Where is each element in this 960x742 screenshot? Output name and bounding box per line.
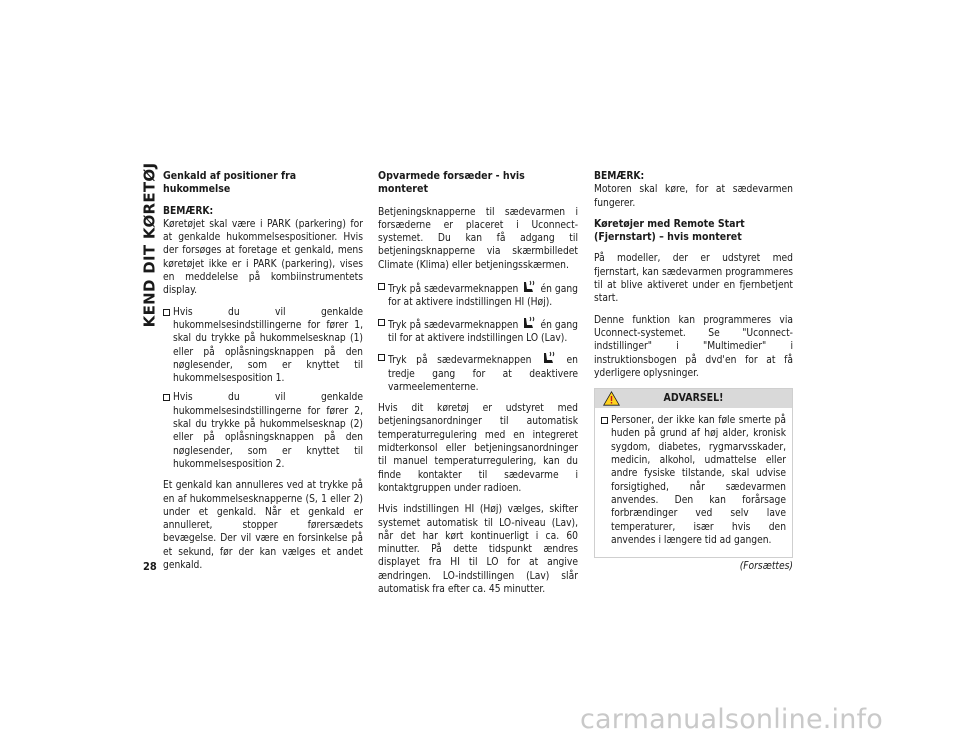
warning-box	[594, 388, 793, 558]
list-item-text-post: én gang til for at aktivere indstillingen LO (Lav).	[388, 319, 579, 344]
list-item-text: Hvis du vil genkalde hukommelsesindstillingerne for fører 1, skal du trykke på hukommelsesknap (1) eller på oplåsningsknappen på den nøglesender, som er knyttet til hukommelsesposition 1.	[173, 306, 363, 385]
list-item	[378, 316, 578, 346]
list-item	[163, 306, 363, 386]
note-text: Køretøjet skal være i PARK (parkering) for at genkalde hukommelsespositioner. Hvis der forsøges at foretage et genkald, mens køretøjet ikke er i PARK (parkering), vises en meddelelse på kombiinstrumentets display.	[163, 218, 363, 297]
list-item-text: Hvis du vil genkalde hukommelsesindstillingerne for fører 2, skal du trykke på hukommelsesknap (2) eller på oplåsningsknappen på den nøglesender, som er knyttet til hukommelsesposition 2.	[173, 392, 363, 470]
page-number: 28	[143, 560, 157, 573]
list-item-text-post: én gang for at aktivere indstillingen HI (Høj).	[388, 284, 579, 309]
watermark: carmanualsonline.info	[580, 704, 883, 735]
note-heading: BEMÆRK:	[594, 171, 645, 182]
continued-note: (Forsættes)	[739, 561, 793, 573]
note-text: Motoren skal køre, for at sædevarmen fungerer.	[594, 184, 793, 209]
checkbox-bullet-icon	[163, 394, 170, 401]
warning-header	[595, 389, 792, 408]
paragraph: På modeller, der er udstyret med fjernstart, kan sædevarmen programmeres til at blive aktiveret under en fjernbetjent start.	[594, 253, 793, 305]
column-1	[163, 170, 363, 580]
paragraph: Denne funktion kan programmeres via Uconnect-systemet. Se "Uconnect-indstillinger" i "Multimedier" i instruktionsbogen på dvd'en for at få yderligere oplysninger.	[594, 314, 793, 379]
checkbox-bullet-icon	[601, 417, 608, 424]
checkbox-bullet-icon	[378, 319, 385, 326]
list-item-text-pre: Tryk på sædevarmeknappen	[388, 284, 519, 296]
list-item-text: Personer, der ikke kan føle smerte på huden på grund af høj alder, kronisk sygdom, diabetes, rygmarvsskader, medicin, alkohol, udmattelse eller andre fysiske tilstande, skal udvise forsigtighed, når sædevarmen anvendes. Den kan forårsage forbrændinger ved selv lave temperaturer, især hvis den anvendes i længere tid ad gangen.	[611, 415, 786, 546]
list-item	[378, 351, 578, 394]
seat-heater-icon	[521, 280, 537, 294]
bullet-list	[378, 280, 578, 394]
paragraph: Hvis dit køretøj er udstyret med betjeningsanordninger til automatisk temperaturregulering med en integreret midterkonsol eller betjeningsanordninger til manuel temperaturregulering, kan du finde kontakter til sædevarme i kontaktgruppen under radioen.	[378, 403, 578, 494]
list-item	[163, 391, 363, 471]
section-heading-memory-recall: Genkald af positioner fra hukommelse	[163, 170, 297, 196]
section-heading-remote-start: Køretøjer med Remote Start (Fjernstart) – hvis monteret	[594, 217, 745, 244]
note	[594, 170, 793, 210]
checkbox-bullet-icon	[378, 354, 385, 361]
side-chapter-title-text: KEND DIT KØRETØJ	[140, 162, 158, 328]
bullet-list	[601, 414, 786, 547]
warning-title: ADVARSEL!	[663, 392, 724, 405]
side-chapter-title	[137, 162, 161, 328]
warning-triangle-icon	[603, 391, 620, 406]
list-item	[378, 280, 578, 310]
paragraph: Betjeningsknapperne til sædevarmen i forsæderne er placeret i Uconnect-systemet. Du kan få adgang til betjeningsknapperne via skærmbilledet Climate (Klima) eller betjeningsskærmen.	[378, 206, 578, 271]
note	[163, 205, 363, 298]
section-heading-heated-seats: Opvarmede forsæder - hvis monteret	[378, 170, 525, 196]
seat-heater-icon	[541, 351, 557, 365]
list-item-text-post: en tredje gang for at deaktivere varmeelementerne.	[388, 355, 578, 393]
column-3	[594, 170, 793, 573]
warning-body	[595, 408, 792, 557]
checkbox-bullet-icon	[163, 309, 170, 316]
checkbox-bullet-icon	[378, 283, 385, 290]
column-2	[378, 170, 578, 604]
bullet-list	[163, 306, 363, 472]
paragraph: Hvis indstillingen HI (Høj) vælges, skifter systemet automatisk til LO-niveau (Lav), når det har kørt kontinuerligt i ca. 60 minutter. På dette tidspunkt ændres displayet fra HI til LO for at angive ændringen. LO-indstillingen (Lav) slår automatisk fra efter ca. 45 minutter.	[378, 504, 578, 596]
note-heading: BEMÆRK:	[163, 205, 214, 217]
list-item-text-pre: Tryk på sædevarmeknappen	[388, 319, 519, 331]
list-item	[601, 414, 786, 547]
paragraph: Et genkald kan annulleres ved at trykke på en af hukommelsesknapperne (S, 1 eller 2) under et genkald. Når et genkald er annulleret, stopper førersædets bevægelse. Der vil være en forsinkelse på et sekund, før der kan vælges et andet genkald.	[163, 480, 363, 572]
list-item-text-pre: Tryk på sædevarmeknappen	[388, 355, 532, 367]
seat-heater-icon	[521, 316, 537, 330]
